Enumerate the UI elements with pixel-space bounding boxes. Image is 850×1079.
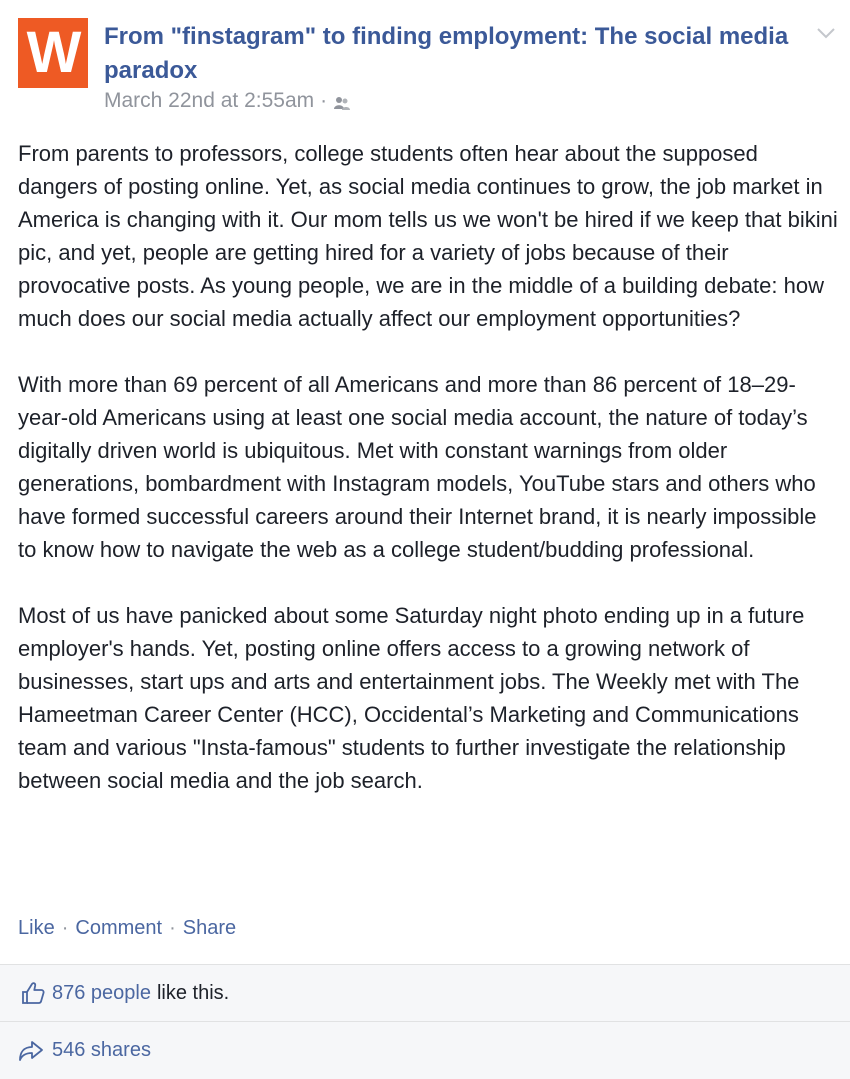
shares-summary: [0, 1022, 850, 1079]
action-separator: ·: [61, 916, 69, 939]
meta-separator: ·: [320, 89, 328, 112]
avatar-letter: W: [26, 20, 80, 85]
likes-count-link[interactable]: 876 people: [52, 981, 151, 1004]
chevron-down-icon[interactable]: [816, 26, 836, 40]
likes-text: like this.: [156, 981, 230, 1004]
shares-count-link[interactable]: 546 shares: [52, 1039, 151, 1061]
likes-summary: [0, 964, 850, 1022]
post-paragraph: From parents to professors, college students often hear about the supposed dangers of posting online. Yet, as social media continues to grow, the job market in America is changing with it. Our mom tells us we won't be hired if we keep that bikini pic, and yet, people are getting hired for a variety of jobs because of their provocative posts. As young people, we are in the middle of a building debate: how much does our social media actually affect our employment opportunities?: [18, 141, 838, 331]
post-timestamp[interactable]: March 22nd at 2:55am: [104, 89, 315, 112]
post-header: [18, 18, 838, 118]
share-link[interactable]: Share: [182, 916, 237, 939]
comment-link[interactable]: Comment: [75, 916, 163, 939]
post-paragraph: With more than 69 percent of all Americans and more than 86 percent of 18–29-year-old Americans using at least one social media account, the nature of today’s digitally driven world is ubiquitous. Met with constant warnings from older generations, bombardment with Instagram models, YouTube stars and others who have formed successful careers around their Internet brand, it is nearly impossible to know how to navigate the web as a college student/budding professional.: [18, 372, 817, 562]
action-separator: ·: [169, 916, 176, 939]
page-avatar[interactable]: [18, 18, 88, 88]
post-body: [18, 137, 838, 797]
post-meta: [104, 88, 351, 114]
like-link[interactable]: Like: [18, 916, 55, 939]
post-actions: [18, 913, 236, 943]
post-paragraph: Most of us have panicked about some Saturday night photo ending up in a future employer's hands. Yet, posting online offers access to a growing network of businesses, start ups and arts and entertainment jobs. The Weekly met with The Hameetman Career Center (HCC), Occidental’s Marketing and Communications team and various "Insta-famous" students to further investigate the relationship between social media and the job search.: [18, 603, 805, 793]
share-arrow-icon: [18, 1039, 44, 1063]
post-title[interactable]: From "finstagram" to finding employment: The social media paradox: [104, 23, 789, 84]
thumbs-up-icon: [20, 981, 46, 1005]
friends-icon[interactable]: [333, 94, 351, 112]
